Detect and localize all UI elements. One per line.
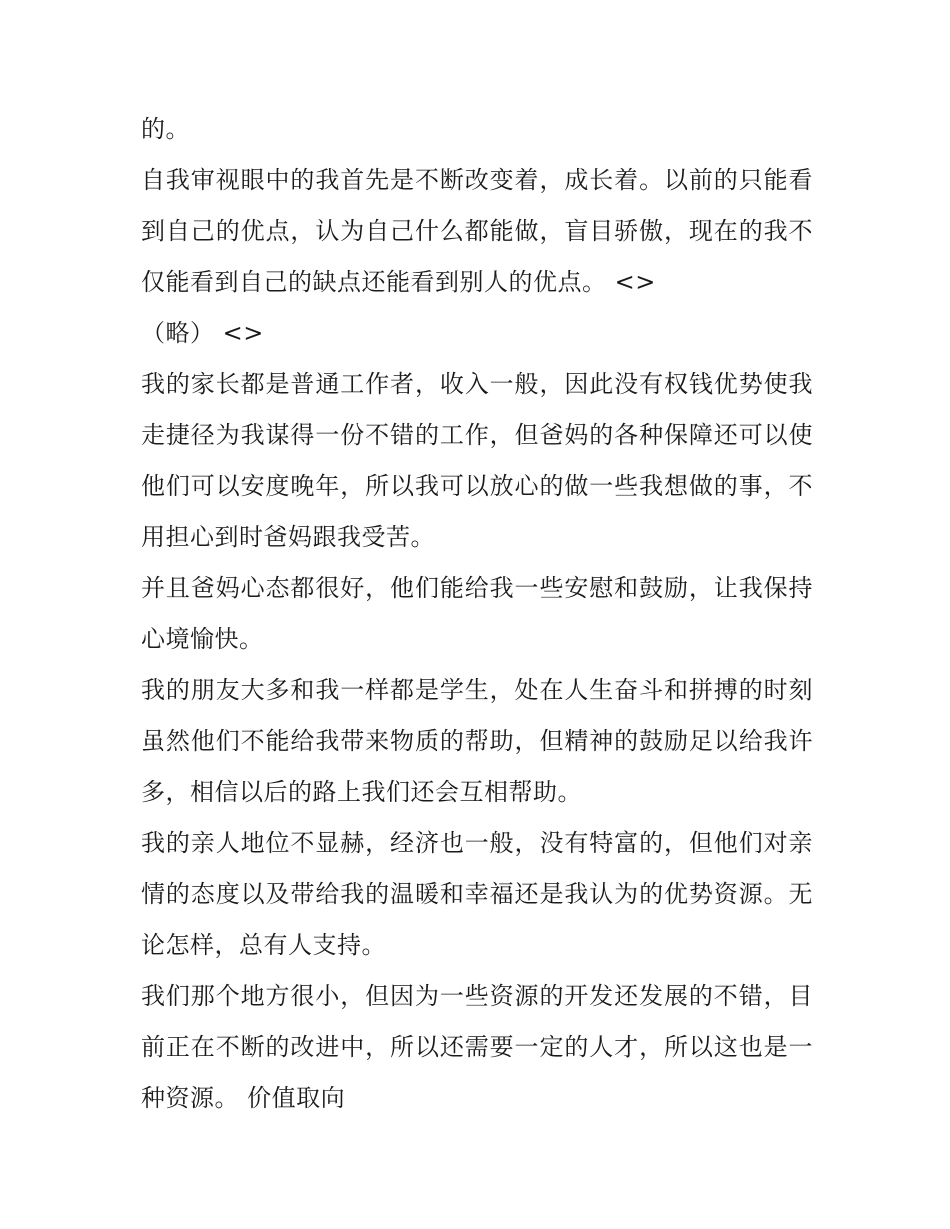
paragraph-3: （略） <> [141, 319, 264, 347]
paragraph-4: 我的家长都是普通工作者，收入一般，因此没有权钱优势使我走捷径为我谋得一份不错的工作，但爸妈的各种保障还可以使他们可以安度晚年，所以我可以放心的做一些我想做的事，不用担心到时爸妈跟我受苦。 [141, 370, 813, 551]
paragraph-7: 我的亲人地位不显赫，经济也一般，没有特富的，但他们对亲情的态度以及带给我的温暖和幸福还是我认为的优势资源。无论怎样，总有人支持。 [141, 829, 813, 959]
paragraph-8: 我们那个地方很小，但因为一些资源的开发还发展的不错，目前正在不断的改进中，所以还需要一定的人才，所以这也是一种资源。 价值取向 [141, 982, 813, 1112]
document-body [141, 104, 813, 1124]
paragraph-1: 的。 [141, 115, 190, 143]
paragraph-5: 并且爸妈心态都很好，他们能给我一些安慰和鼓励，让我保持心境愉快。 [141, 574, 813, 653]
paragraph-6: 我的朋友大多和我一样都是学生，处在人生奋斗和拼搏的时刻虽然他们不能给我带来物质的帮助，但精神的鼓励足以给我许多，相信以后的路上我们还会互相帮助。 [141, 676, 813, 806]
paragraph-2: 自我审视眼中的我首先是不断改变着，成长着。以前的只能看到自己的优点，认为自己什么都能做，盲目骄傲，现在的我不仅能看到自己的缺点还能看到别人的优点。 <> [141, 166, 813, 296]
